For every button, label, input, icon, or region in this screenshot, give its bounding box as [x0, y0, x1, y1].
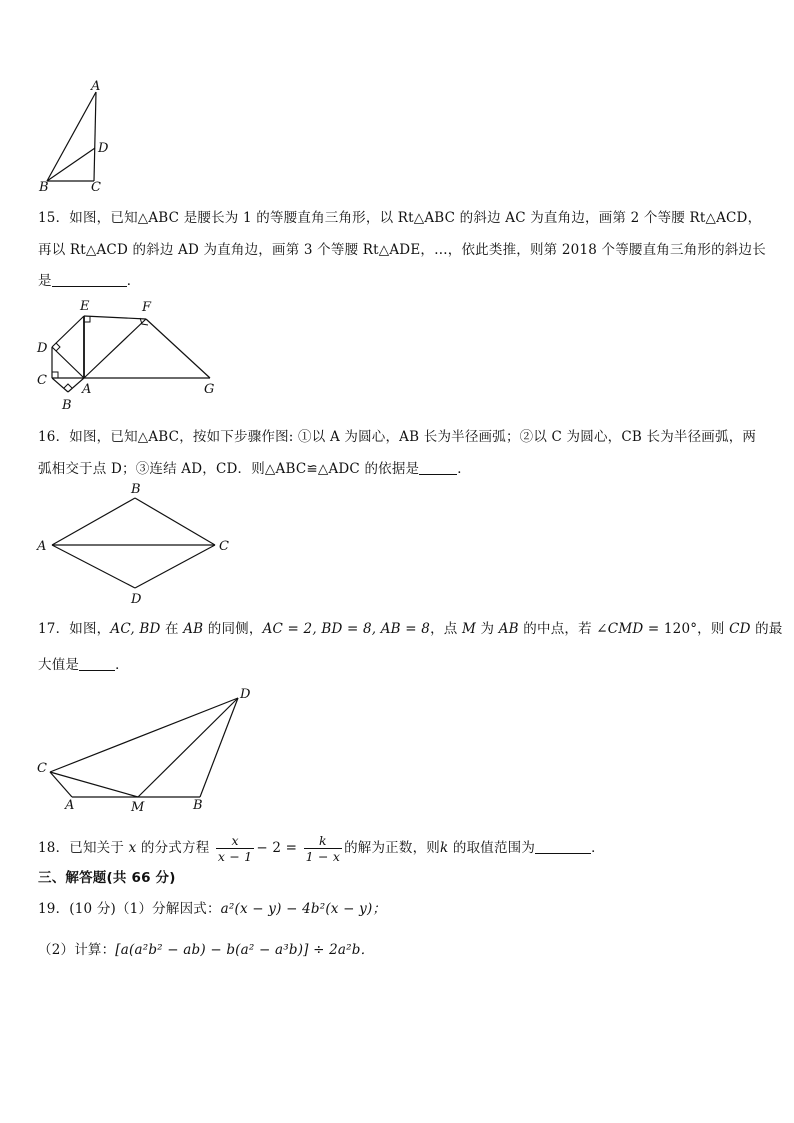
label-D: D [98, 141, 109, 156]
label-C: C [91, 180, 101, 195]
label-A: A [91, 79, 101, 94]
label-C: C [37, 761, 47, 776]
figure-q14-triangle [36, 78, 116, 196]
label-C: C [37, 373, 47, 388]
label-A: A [82, 382, 92, 397]
label-B: B [131, 482, 141, 497]
q18-line: 18．已知关于 x 的分式方程 $\frac{x}{x - 1}$ − 2 = $\frac{k}{1 - x}$ 的解为正数，则k 的取值范围为 ． [38, 833, 605, 864]
q16-line2: 弧相交于点 D；③连结 AD，CD．则△ABC≌△ADC 的依据是 ． [38, 461, 471, 477]
fraction-x-over-x-minus-1: $\frac{x}{x - 1}$ [217, 833, 253, 864]
q17-line1: 17．如图，AC, BD 在 AB 的同侧，AC = 2, BD = 8, AB = 8，点 M 为 AB 的中点，若 ∠CMD = 120°，则 CD 的最 [38, 621, 783, 637]
label-E: E [80, 299, 90, 314]
figure-q17-quadrilateral [30, 682, 260, 814]
figure-q15-isosceles-triangles [32, 296, 222, 414]
label-B: B [39, 180, 49, 195]
label-M: M [131, 800, 145, 814]
label-G: G [204, 382, 215, 397]
fraction-k-over-1-minus-x: $\frac{k}{1 - x}$ [305, 833, 341, 864]
label-D: D [240, 687, 251, 702]
label-A: A [65, 798, 75, 813]
answer-blank [419, 460, 457, 475]
label-B: B [193, 798, 203, 813]
q16-line1: 16．如图，已知△ABC，按如下步骤作图: ①以 A 为圆心，AB 长为半径画弧；②以 C 为圆心，CB 长为半径画弧，两 [38, 429, 757, 445]
answer-blank [79, 656, 115, 671]
answer-blank [535, 839, 591, 854]
q19-part2: （2）计算：[a(a²b² − ab) − b(a² − a³b)] ÷ 2a²b． [38, 942, 375, 958]
q15-line3: 是 ． [38, 273, 141, 289]
label-D: D [131, 592, 142, 607]
q19-part1: 19．(10 分)（1）分解因式：a²(x − y) − 4b²(x − y)； [38, 901, 387, 917]
figure-q16-kite [32, 480, 242, 608]
label-B: B [62, 398, 72, 413]
q17-line2: 大值是 ． [38, 657, 129, 673]
label-D: D [37, 341, 48, 356]
label-A: A [37, 539, 47, 554]
label-C: C [219, 539, 229, 554]
answer-blank [52, 272, 127, 287]
q15-line1: 15．如图，已知△ABC 是腰长为 1 的等腰直角三角形，以 Rt△ABC 的斜边 AC 为直角边，画第 2 个等腰 Rt△ACD， [38, 210, 762, 226]
label-F: F [142, 300, 152, 315]
section-heading: 三、解答题(共 66 分) [38, 870, 176, 886]
q15-line2: 再以 Rt△ACD 的斜边 AD 为直角边，画第 3 个等腰 Rt△ADE，…，依此类推，则第 2018 个等腰直角三角形的斜边长 [38, 242, 766, 258]
